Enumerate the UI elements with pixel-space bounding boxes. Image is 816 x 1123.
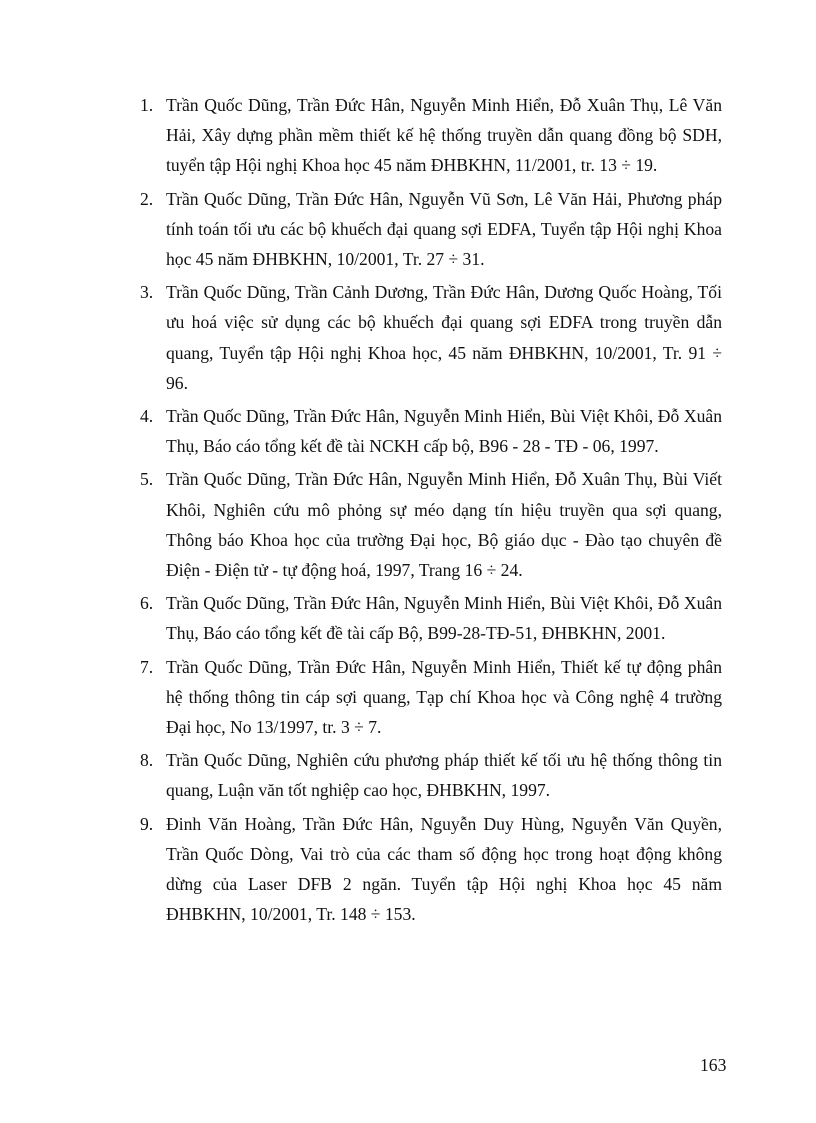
reference-item (134, 184, 722, 275)
reference-item (134, 652, 722, 743)
reference-number: 1. (140, 95, 154, 115)
reference-item (134, 90, 722, 181)
reference-number: 5. (140, 469, 154, 490)
reference-text: Trần Quốc Dũng, Nghiên cứu phương pháp thiết kế tối ưu hệ thống thông tin quang, Luận văn tốt nghiệp cao học, ĐHBKHN, 1997. (166, 750, 722, 801)
reference-text: Trần Quốc Dũng, Trần Đức Hân, Nguyễn Minh Hiển, Đỗ Xuân Thụ, Lê Văn Hải, Xây dựng phần mềm thiết kế hệ thống truyền dẫn quang đồng bộ SDH, tuyển tập Hội nghị Khoa học 45 năm ĐHBKHN, 11/2001, tr. 13 ÷ 19. (166, 95, 722, 176)
reference-number: 3. (140, 282, 154, 303)
reference-item (134, 745, 722, 805)
reference-number: 8. (140, 750, 154, 771)
reference-text: Trần Quốc Dũng, Trần Đức Hân, Nguyễn Minh Hiển, Bùi Việt Khôi, Đỗ Xuân Thụ, Báo cáo tổng kết đề tài NCKH cấp bộ, B96 - 28 - TĐ - 06, 1997. (166, 406, 722, 457)
reference-text: Trần Quốc Dũng, Trần Đức Hân, Nguyễn Minh Hiển, Thiết kế tự động phân hệ thống thông tin cáp sợi quang, Tạp chí Khoa học và Công nghệ 4 trường Đại học, No 13/1997, tr. 3 ÷ 7. (166, 656, 722, 738)
reference-number: 2. (140, 188, 154, 209)
reference-text: Đinh Văn Hoàng, Trần Đức Hân, Nguyễn Duy Hùng, Nguyễn Văn Quyền, Trần Quốc Dòng, Vai trò của các tham số động học trong hoạt động không dừng của Laser DFB 2 ngăn. Tuyển tập Hội nghị Khoa học 45 năm ĐHBKHN, 10/2001, Tr. 148 ÷ 153. (166, 813, 722, 925)
reference-text: Trần Quốc Dũng, Trần Đức Hân, Nguyễn Vũ Sơn, Lê Văn Hải, Phương pháp tính toán tối ưu các bộ khuếch đại quang sợi EDFA, Tuyển tập Hội nghị Khoa học 45 năm ĐHBKHN, 10/2001, Tr. 27 ÷ 31. (166, 188, 722, 270)
reference-item (134, 464, 722, 585)
reference-item (134, 809, 722, 930)
reference-item (134, 588, 722, 648)
reference-text: Trần Quốc Dũng, Trần Cảnh Dương, Trần Đức Hân, Dương Quốc Hoàng, Tối ưu hoá việc sử dụng các bộ khuếch đại quang sợi EDFA trong truyền dẫn quang, Tuyển tập Hội nghị Khoa học, 45 năm ĐHBKHN, 10/2001, Tr. 91 ÷ 96. (166, 282, 722, 393)
reference-number: 9. (140, 813, 154, 834)
reference-text: Trần Quốc Dũng, Trần Đức Hân, Nguyễn Minh Hiển, Bùi Việt Khôi, Đỗ Xuân Thụ, Báo cáo tổng kết đề tài cấp Bộ, B99-28-TĐ-51, ĐHBKHN, 2001. (166, 593, 722, 644)
reference-item (134, 401, 722, 461)
page-number: 163 (700, 1055, 727, 1075)
reference-list (134, 90, 722, 932)
reference-text: Trần Quốc Dũng, Trần Đức Hân, Nguyễn Minh Hiển, Đỗ Xuân Thụ, Bùi Viết Khôi, Nghiên cứu mô phỏng sự méo dạng tín hiệu truyền qua sợi quang, Thông báo Khoa học của trường Đại học, Bộ giáo dục - Đào tạo chuyên đề Điện - Điện tử - tự động hoá, 1997, Trang 16 ÷ 24. (166, 469, 722, 581)
reference-number: 6. (140, 593, 154, 614)
reference-number: 7. (140, 656, 154, 677)
reference-item (134, 277, 722, 398)
reference-number: 4. (140, 406, 154, 427)
